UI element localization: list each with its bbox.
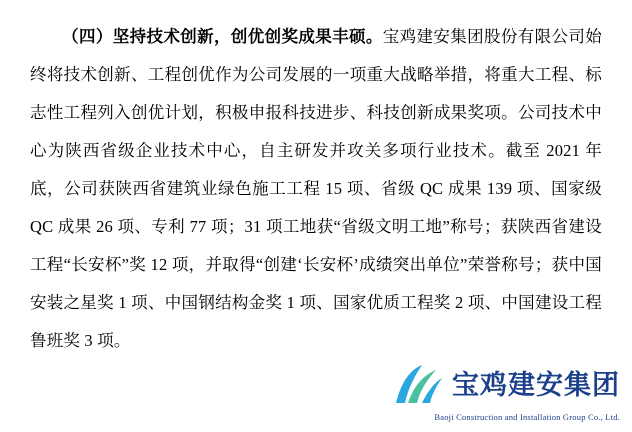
paragraph-heading: （四）坚持技术创新，创优创奖成果丰硕。 <box>62 27 383 46</box>
paragraph-body: 宝鸡建安集团股份有限公司始终将技术创新、工程创优作为公司发展的一项重大战略举措，将重大工程、标志性工程列入创优计划，积极申报科技进步、科技创新成果奖项。公司技术中心为陕西省级企业技术中心，自主研发并攻关多项行业技术。截至 2021 年底，公司获陕西省建筑业绿色施工工程 15 项、省级 QC 成果 139 项、国家级 QC 成果 26 项、专利 77 项；31 项工地获“省级文明工地”称号；获陕西省建设工程“长安杯”奖 12 项，并取得“创建‘长安杯’成绩突出单位”荣誉称号；获中国安装之星奖 1 项、中国钢结构金奖 1 项、国家优质工程奖 2 项、中国建设工程鲁班奖 3 项。 <box>30 27 602 350</box>
watermark-subtitle: Baoji Construction and Installation Group Co., Ltd. <box>434 412 620 422</box>
watermark-title: 宝鸡建安集团 <box>452 369 620 400</box>
watermark-top-row <box>392 363 620 407</box>
body-paragraph <box>30 18 602 360</box>
swoosh-logo-icon <box>392 363 444 407</box>
